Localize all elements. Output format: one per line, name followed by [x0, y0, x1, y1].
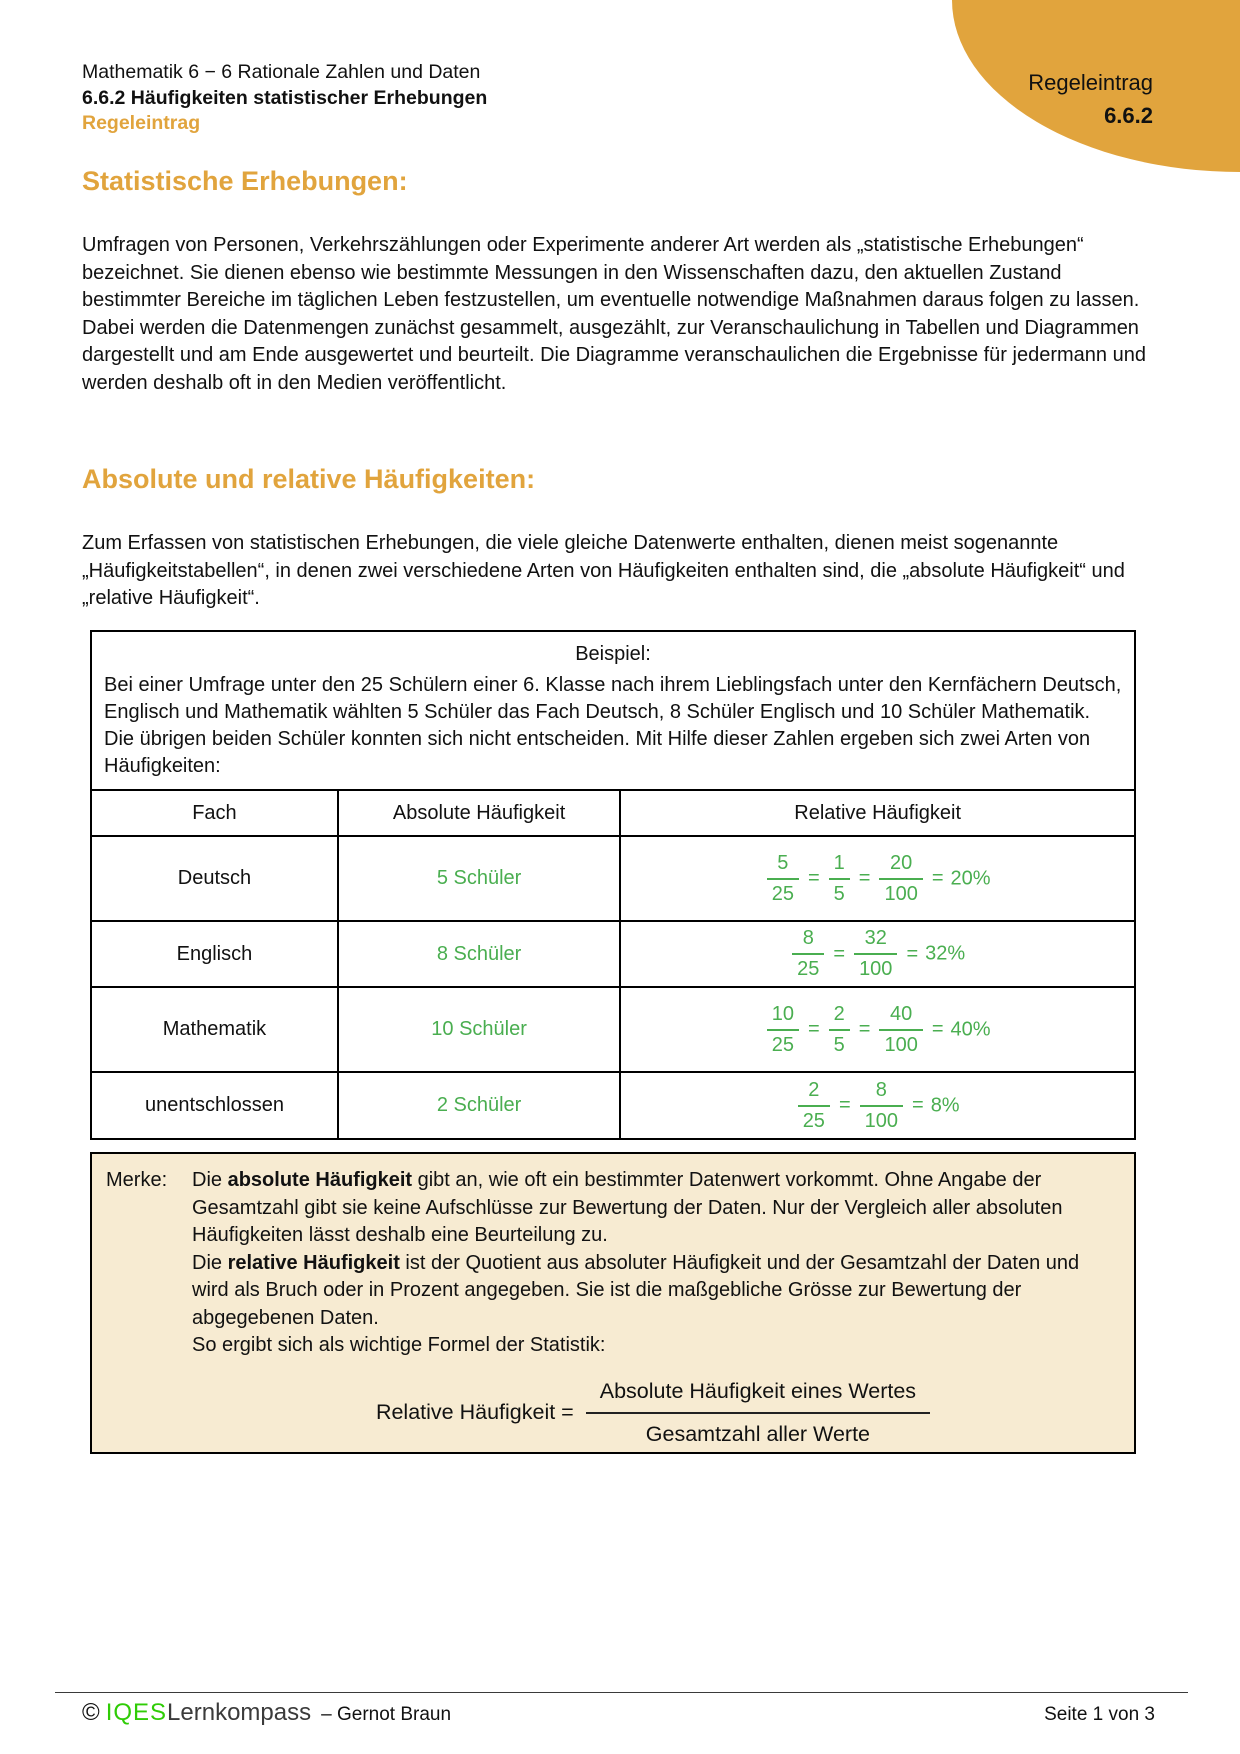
formula-denominator: Gesamtzahl aller Werte	[645, 1422, 871, 1447]
section-title-statistische-erhebungen: Statistische Erhebungen:	[82, 166, 408, 196]
fraction: $\frac{2}{5}$	[829, 1002, 850, 1058]
fraction: $\frac{10}{25}$	[767, 1002, 799, 1058]
table-header-row	[92, 790, 1134, 836]
paragraph-statistische-erhebungen: Umfragen von Personen, Verkehrszählungen oder Experimente anderer Art werden als „statistische Erhebungen“ bezeichnet. Sie dienen ebenso wie bestimmte Messungen in den Wissenschaften dazu, den aktuellen Zustand bestimmter Bereiche im täglichen Leben festzustellen, um eventuelle notwendige Maßnahmen daraus folgen zu lassen. Dabei werden die Datenmengen zunächst gesammelt, ausgezählt, zur Veranschaulichung in Tabellen und Diagrammen dargestellt und am Ende ausgewertet und beurteilt. Die Diagramme veranschaulichen die Ergebnisse für jedermann und werden deshalb oft in den Medien veröffentlicht.	[82, 234, 1146, 394]
bold-absolute-haeufigkeit: absolute Häufigkeit	[227, 1169, 413, 1191]
page-header	[82, 60, 487, 137]
page-number: Seite 1 von 3	[1044, 1704, 1155, 1725]
column-header-relative: Relative Häufigkeit	[620, 790, 1134, 836]
page-footer	[82, 1699, 1155, 1727]
section-title-haeufigkeiten: Absolute und relative Häufigkeiten:	[82, 464, 536, 494]
brand-lernkompass: Lernkompass	[167, 1699, 312, 1726]
subject-cell: Mathematik	[92, 987, 338, 1072]
statistics-formula	[192, 1379, 1114, 1449]
relative-frequency-cell: $\frac{8}{25}$ = $\frac{32}{100}$ = 32%	[620, 921, 1134, 987]
example-description: Bei einer Umfrage unter den 25 Schülern einer 6. Klasse nach ihrem Lieblingsfach unter den Kernfächern Deutsch, Englisch und Mathematik wählten 5 Schüler das Fach Deutsch, 8 Schüler Englisch und 10 Schüler Mathematik. Die übrigen beiden Schüler konnten sich nicht entscheiden. Mit Hilfe dieser Zahlen ergeben sich zwei Arten von Häufigkeiten:	[104, 674, 1122, 777]
publisher-brand	[82, 1699, 451, 1727]
note-body	[192, 1167, 1120, 1452]
formula-lhs: Relative Häufigkeit =	[375, 1400, 574, 1425]
fraction: $\frac{32}{100}$	[854, 926, 897, 982]
header-course-line: Mathematik 6 − 6 Rationale Zahlen und Daten	[82, 61, 481, 83]
relative-frequency-cell: $\frac{2}{25}$ = $\frac{8}{100}$ = 8%	[620, 1072, 1134, 1138]
subject-cell: unentschlossen	[92, 1072, 338, 1138]
note-paragraph-relative: Die relative Häufigkeit ist der Quotient aus absoluter Häufigkeit und der Gesamtzahl der Daten und wird als Bruch oder in Prozent angegeben. Sie ist die maßgebliche Grösse zur Bewertung der abgegebenen Daten.	[192, 1251, 1080, 1329]
column-header-absolute: Absolute Häufigkeit	[338, 790, 620, 836]
subject-cell: Deutsch	[92, 836, 338, 921]
percentage-result: 8%	[930, 1094, 960, 1116]
fraction: $\frac{2}{25}$	[798, 1078, 830, 1134]
relative-frequency-cell: $\frac{10}{25}$ = $\frac{2}{5}$ = $\frac{40}{100}$ = 40%	[620, 987, 1134, 1072]
percentage-result: 32%	[925, 942, 966, 965]
header-type-line: Regeleintrag	[82, 112, 201, 134]
note-paragraph-formula-intro: So ergibt sich als wichtige Formel der Statistik:	[192, 1334, 606, 1356]
fraction: $\frac{40}{100}$	[879, 1002, 922, 1058]
percentage-result: 20%	[950, 867, 991, 889]
banner-label: Regeleintrag	[1028, 70, 1153, 95]
paragraph-haeufigkeiten: Zum Erfassen von statistischen Erhebungen, die viele gleiche Datenwerte enthalten, dienen meist sogenannte „Häufigkeitstabellen“, in denen zwei verschiedene Arten von Häufigkeiten enthalten sind, die „absolute Häufigkeit“ und „relative Häufigkeit“.	[82, 532, 1125, 609]
example-title: Beispiel:	[575, 643, 651, 665]
formula-numerator: Absolute Häufigkeit eines Wertes	[586, 1379, 930, 1415]
column-header-fach: Fach	[92, 790, 338, 836]
note-box	[90, 1152, 1136, 1454]
absolute-frequency-cell: 10 Schüler	[338, 987, 620, 1072]
absolute-frequency-cell: 5 Schüler	[338, 836, 620, 921]
table-row	[92, 1072, 1134, 1138]
fraction: $\frac{8}{25}$	[792, 926, 824, 982]
fraction: $\frac{5}{25}$	[767, 851, 799, 907]
banner-number: 6.6.2	[1104, 103, 1153, 128]
corner-banner	[952, 0, 1240, 172]
footer-divider	[55, 1692, 1188, 1693]
percentage-result: 40%	[950, 1018, 991, 1040]
bold-relative-haeufigkeit: relative Häufigkeit	[227, 1251, 400, 1274]
note-paragraph-absolute: Die absolute Häufigkeit gibt an, wie oft ein bestimmter Datenwert vorkommt. Ohne Angabe der Gesamtzahl gibt sie keine Aufschlüsse zur Bewertung der Daten. Nur der Vergleich aller absoluten Häufigkeiten lässt deshalb eine Beurteilung zu.	[192, 1169, 1063, 1246]
brand-iqes: IQES	[105, 1699, 168, 1726]
copyright-icon: ©	[82, 1699, 100, 1726]
table-row	[92, 987, 1134, 1072]
absolute-frequency-cell: 2 Schüler	[338, 1072, 620, 1138]
relative-frequency-cell: $\frac{5}{25}$ = $\frac{1}{5}$ = $\frac{20}{100}$ = 20%	[620, 836, 1134, 921]
note-label: Merke:	[106, 1169, 168, 1191]
table-row	[92, 921, 1134, 987]
formula-fraction	[586, 1379, 930, 1449]
fraction: $\frac{1}{5}$	[829, 851, 850, 907]
table-row	[92, 836, 1134, 921]
frequency-table-body	[92, 836, 1134, 1138]
absolute-frequency-cell: 8 Schüler	[338, 921, 620, 987]
fraction: $\frac{8}{100}$	[860, 1078, 903, 1134]
fraction: $\frac{20}{100}$	[879, 851, 922, 907]
frequency-table	[92, 789, 1134, 1138]
example-box	[90, 630, 1136, 1140]
subject-cell: Englisch	[92, 921, 338, 987]
author-name: – Gernot Braun	[321, 1704, 452, 1725]
header-topic-line: 6.6.2 Häufigkeiten statistischer Erhebungen	[82, 86, 488, 109]
